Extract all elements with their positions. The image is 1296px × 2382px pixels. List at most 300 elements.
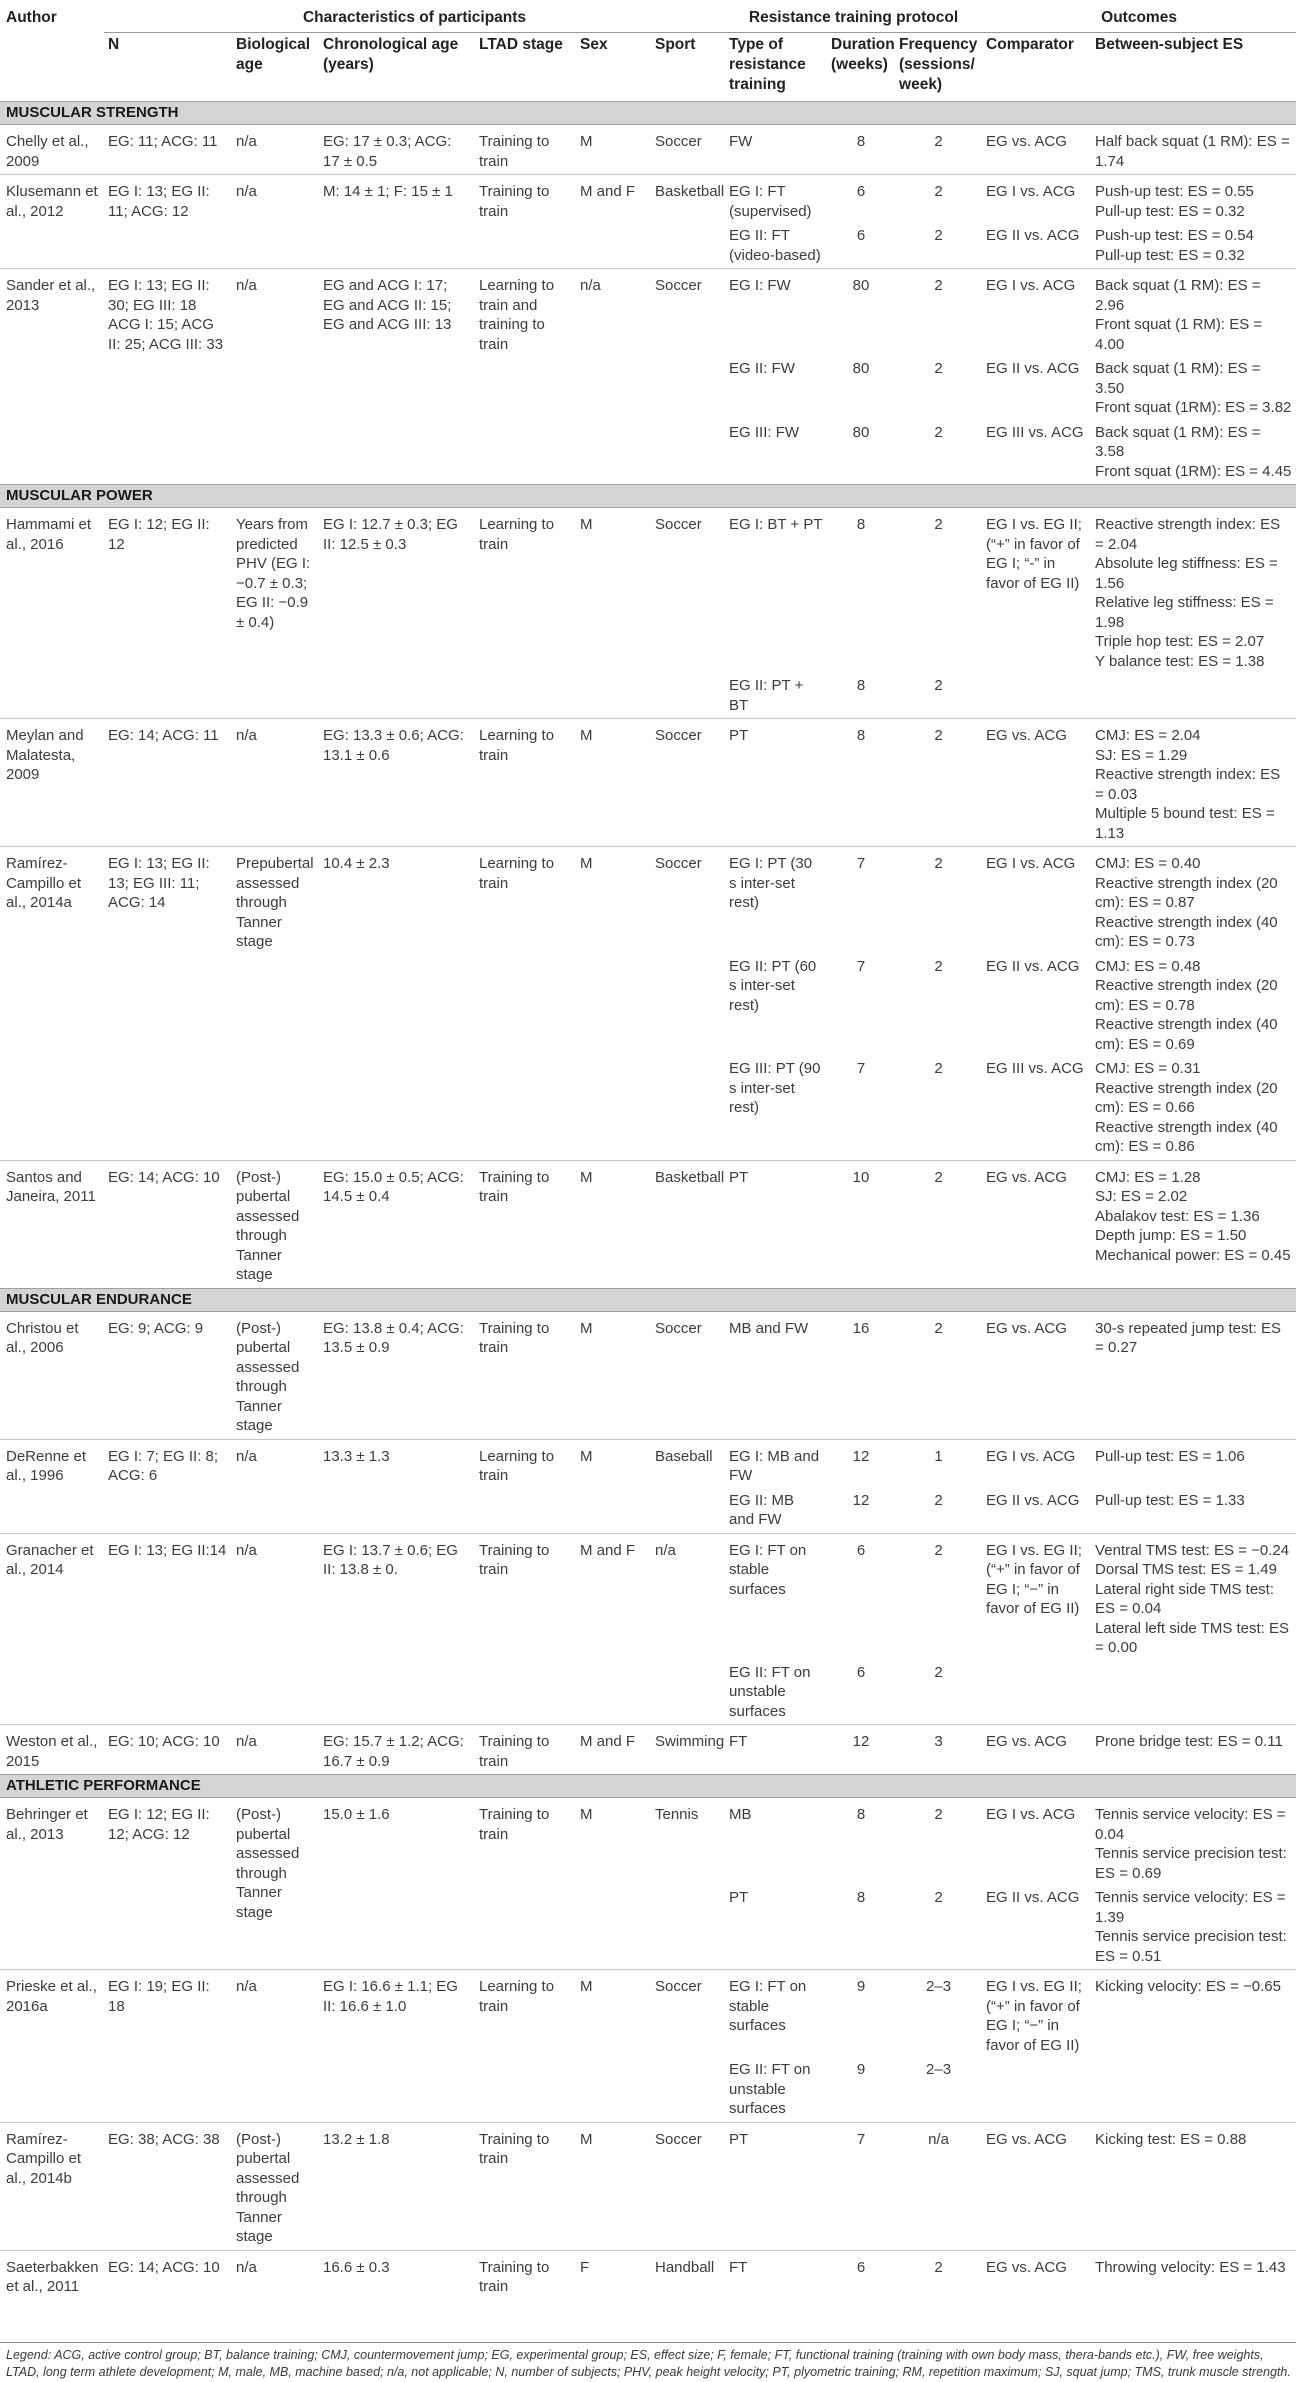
arm-comparator xyxy=(982,2058,1091,2122)
table-row xyxy=(0,175,1296,225)
arm-comparator: EG I vs. ACG xyxy=(986,1447,1076,1465)
arm-frequency: 2 xyxy=(934,1060,943,1077)
arm-duration: 7 xyxy=(856,957,866,975)
study-chrono-age: EG I: 16.6 ± 1.1; EG II: 16.6 ± 1.0 xyxy=(323,1978,458,2015)
section-title: MUSCULAR POWER xyxy=(0,485,1296,508)
outcome-es: Dorsal TMS test: ES = 1.49 xyxy=(1095,1561,1277,1578)
study-sex: M and F xyxy=(580,1733,636,1750)
study-chrono-age: EG: 13.3 ± 0.6; ACG: 13.1 ± 0.6 xyxy=(323,727,464,764)
study-bio-age: n/a xyxy=(236,277,257,294)
study-chrono-age: EG I: 13.7 ± 0.6; EG II: 13.8 ± 0. xyxy=(323,1541,458,1578)
header-sex: Sex xyxy=(580,36,608,53)
arm-comparator: EG III vs. ACG xyxy=(986,423,1084,441)
outcome-es: Multiple 5 bound test: ES = 1.13 xyxy=(1095,805,1275,842)
arm-comparator: EG I vs. EG II; (“+” in favor of EG I; “−” in favor of EG II) xyxy=(986,1978,1082,2054)
study-ltad-stage: Learning to train xyxy=(479,1447,555,1484)
outcome-es: Front squat (1 RM): ES = 4.00 xyxy=(1095,316,1263,353)
header-author: Author xyxy=(6,9,57,26)
study-sport: Baseball xyxy=(655,1447,713,1465)
outcome-es: Prone bridge test: ES = 0.11 xyxy=(1095,1733,1283,1750)
arm-frequency: 1 xyxy=(934,1447,943,1465)
study-author: Klusemann et al., 2012 xyxy=(6,183,98,220)
study-bio-age: n/a xyxy=(236,1978,257,1995)
header-es: Between-subject ES xyxy=(1095,36,1244,53)
arm-outcomes xyxy=(1091,1057,1296,1160)
study-sex: M xyxy=(580,133,593,150)
section-title: MUSCULAR ENDURANCE xyxy=(0,1288,1296,1311)
arm-outcomes xyxy=(1091,269,1296,358)
outcome-es: SJ: ES = 1.29 xyxy=(1095,746,1188,764)
outcome-es: CMJ: ES = 0.31 xyxy=(1095,1060,1201,1077)
arm-type: FT xyxy=(729,2258,748,2276)
study-chrono-age: 15.0 ± 1.6 xyxy=(323,1806,390,1823)
table-row xyxy=(0,1798,1296,1887)
arm-duration: 7 xyxy=(856,1060,866,1077)
arm-duration: 6 xyxy=(856,227,866,244)
study-author: Hammami et al., 2016 xyxy=(6,516,92,553)
arm-type: PT xyxy=(729,2130,749,2148)
table-row xyxy=(0,125,1296,175)
study-ltad-stage: Training to train xyxy=(479,133,550,170)
arm-comparator xyxy=(982,1661,1091,1725)
header-bio-age: Biological age xyxy=(236,36,311,73)
study-sex: M xyxy=(580,727,593,744)
arm-type: EG III: FW xyxy=(729,423,800,441)
arm-duration: 8 xyxy=(856,1889,866,1906)
arm-type: EG II: PT + BT xyxy=(729,677,804,714)
table-row xyxy=(0,508,1296,675)
arm-outcomes xyxy=(1091,2250,1296,2300)
study-chrono-age: EG: 15.7 ± 1.2; ACG: 16.7 ± 0.9 xyxy=(323,1733,464,1770)
arm-frequency: 2 xyxy=(934,227,943,244)
study-ltad-stage: Training to train xyxy=(479,183,550,220)
outcome-es: Y balance test: ES = 1.38 xyxy=(1095,652,1265,670)
study-bio-age: (Post-) pubertal assessed through Tanner stage xyxy=(236,1806,300,1921)
arm-outcomes xyxy=(1091,1725,1296,1775)
study-n: EG I: 12; EG II: 12 xyxy=(108,516,210,553)
arm-comparator: EG I vs. ACG xyxy=(986,855,1076,872)
study-bio-age: n/a xyxy=(236,1541,257,1559)
study-bio-age: Prepubertal assessed through Tanner stage xyxy=(236,855,314,950)
arm-type: FT xyxy=(729,1733,748,1750)
outcome-es: SJ: ES = 2.02 xyxy=(1095,1188,1188,1205)
arm-outcomes xyxy=(1091,847,1296,955)
outcome-es: Reactive strength index (40 cm): ES = 0.73 xyxy=(1095,913,1278,950)
study-bio-age: (Post-) pubertal assessed through Tanner stage xyxy=(236,2130,300,2245)
arm-comparator: EG II vs. ACG xyxy=(986,957,1080,975)
header-frequency: Frequency (sessions/ week) xyxy=(899,36,978,93)
arm-type: MB xyxy=(729,1806,752,1823)
arm-comparator: EG vs. ACG xyxy=(986,2258,1067,2276)
study-n: EG I: 13; EG II:14 xyxy=(108,1541,227,1559)
study-author: Weston et al., 2015 xyxy=(6,1733,98,1770)
study-sex: M xyxy=(580,2130,593,2148)
arm-type: EG I: MB and FW xyxy=(729,1447,820,1484)
table-header xyxy=(0,0,1296,102)
study-sport: n/a xyxy=(655,1541,676,1559)
study-n: EG I: 7; EG II: 8; ACG: 6 xyxy=(108,1447,219,1484)
table-row xyxy=(0,1725,1296,1775)
outcome-es: Back squat (1 RM): ES = 3.50 xyxy=(1095,360,1261,397)
arm-type: EG II: FT on unstable surfaces xyxy=(729,1663,811,1720)
outcome-es: Push-up test: ES = 0.55 xyxy=(1095,183,1254,200)
outcome-es: 30-s repeated jump test: ES = 0.27 xyxy=(1095,1319,1281,1356)
arm-comparator: EG vs. ACG xyxy=(986,1319,1067,1337)
study-sex: M xyxy=(580,1319,593,1337)
table-row xyxy=(0,2250,1296,2300)
study-bio-age: n/a xyxy=(236,1447,257,1465)
arm-duration: 12 xyxy=(852,1733,870,1750)
study-sport: Soccer xyxy=(655,727,702,744)
outcome-es: Kicking velocity: ES = −0.65 xyxy=(1095,1978,1281,1995)
arm-frequency: 2 xyxy=(934,2258,943,2276)
header-n: N xyxy=(108,36,120,53)
study-n: EG I: 13; EG II: 11; ACG: 12 xyxy=(108,183,210,220)
study-bio-age: n/a xyxy=(236,183,257,200)
arm-frequency: 2 xyxy=(934,1541,943,1559)
header-type: Type of resistance training xyxy=(729,36,806,93)
header-group-outcomes: Outcomes xyxy=(982,0,1296,33)
study-sport: Soccer xyxy=(655,2130,702,2148)
study-ltad-stage: Learning to train xyxy=(479,855,555,892)
study-chrono-age: EG and ACG I: 17; EG and ACG II: 15; EG and ACG III: 13 xyxy=(323,277,452,333)
arm-frequency: n/a xyxy=(928,2130,949,2148)
outcome-es: Ventral TMS test: ES = −0.24 xyxy=(1095,1541,1290,1559)
arm-type: EG II: PT (60 s inter-set rest) xyxy=(729,957,817,1014)
arm-frequency: 2 xyxy=(934,855,943,872)
arm-outcomes xyxy=(1091,1533,1296,1661)
arm-comparator: EG vs. ACG xyxy=(986,133,1067,150)
study-n: EG I: 13; EG II: 13; EG III: 11; ACG: 14 xyxy=(108,855,210,911)
study-ltad-stage: Training to train xyxy=(479,1733,550,1770)
section-row xyxy=(0,485,1296,508)
study-sport: Soccer xyxy=(655,1978,702,1995)
arm-frequency: 3 xyxy=(934,1733,943,1750)
arm-comparator: EG I vs. EG II; (“+” in favor of EG I; “−” in favor of EG II) xyxy=(986,1541,1082,1617)
arm-frequency: 2 xyxy=(934,1168,943,1186)
study-chrono-age: EG: 15.0 ± 0.5; ACG: 14.5 ± 0.4 xyxy=(323,1168,464,1205)
study-sport: Soccer xyxy=(655,277,702,294)
study-ltad-stage: Training to train xyxy=(479,1806,550,1843)
header-comparator: Comparator xyxy=(986,36,1074,53)
study-sex: M xyxy=(580,1168,593,1186)
arm-type: EG I: FT (supervised) xyxy=(729,183,812,220)
study-chrono-age: 16.6 ± 0.3 xyxy=(323,2258,390,2276)
study-n: EG: 14; ACG: 11 xyxy=(108,727,219,744)
arm-duration: 6 xyxy=(856,183,866,200)
arm-frequency: 2 xyxy=(934,423,943,441)
outcome-es: Back squat (1 RM): ES = 3.58 xyxy=(1095,423,1261,460)
arm-frequency: 2–3 xyxy=(926,1978,952,1995)
arm-outcomes xyxy=(1091,2058,1296,2122)
arm-frequency: 2 xyxy=(934,1806,943,1823)
table-row xyxy=(0,269,1296,358)
outcome-es: Throwing velocity: ES = 1.43 xyxy=(1095,2258,1286,2276)
study-sex: M xyxy=(580,1978,593,1995)
arm-duration: 7 xyxy=(856,2130,866,2148)
outcome-es: Lateral left side TMS test: ES = 0.00 xyxy=(1095,1619,1290,1656)
header-ltad: LTAD stage xyxy=(479,36,563,53)
header-sport: Sport xyxy=(655,36,696,53)
study-bio-age: n/a xyxy=(236,2258,257,2276)
arm-duration: 16 xyxy=(852,1319,870,1337)
study-ltad-stage: Learning to train and training to train xyxy=(479,277,555,353)
outcome-es: Front squat (1RM): ES = 3.82 xyxy=(1095,399,1292,416)
outcome-es: CMJ: ES = 0.48 xyxy=(1095,957,1201,975)
table-row xyxy=(0,1160,1296,1288)
arm-type: PT xyxy=(729,727,749,744)
study-sport: Soccer xyxy=(655,855,702,872)
arm-outcomes xyxy=(1091,955,1296,1058)
study-author: Chelly et al., 2009 xyxy=(6,133,89,170)
study-ltad-stage: Training to train xyxy=(479,1168,550,1205)
arm-comparator: EG I vs. ACG xyxy=(986,277,1076,294)
arm-duration: 80 xyxy=(852,277,870,294)
arm-duration: 10 xyxy=(852,1168,870,1186)
outcome-es: Reactive strength index (20 cm): ES = 0.87 xyxy=(1095,874,1278,911)
arm-outcomes xyxy=(1091,224,1296,269)
table-row xyxy=(0,1533,1296,1661)
arm-outcomes xyxy=(1091,2122,1296,2250)
section-row xyxy=(0,102,1296,125)
outcome-es: Absolute leg stiffness: ES = 1.56 xyxy=(1095,555,1278,592)
study-n: EG I: 19; EG II: 18 xyxy=(108,1978,210,2015)
outcome-es: Reactive strength index (40 cm): ES = 0.86 xyxy=(1095,1118,1278,1155)
table-row xyxy=(0,1970,1296,2059)
outcome-es: Pull-up test: ES = 0.32 xyxy=(1095,202,1245,220)
outcome-es: Pull-up test: ES = 0.32 xyxy=(1095,246,1245,264)
study-n: EG I: 12; EG II: 12; ACG: 12 xyxy=(108,1806,210,1843)
arm-duration: 8 xyxy=(856,1806,866,1823)
arm-type: EG I: FT on stable surfaces xyxy=(729,1541,807,1598)
arm-outcomes xyxy=(1091,357,1296,421)
arm-type: EG I: FT on stable surfaces xyxy=(729,1978,807,2034)
study-author: Santos and Janeira, 2011 xyxy=(6,1168,96,1205)
arm-type: EG I: FW xyxy=(729,277,791,294)
study-sex: M and F xyxy=(580,1541,636,1559)
arm-outcomes xyxy=(1091,508,1296,675)
arm-frequency: 2 xyxy=(934,727,943,744)
study-sport: Soccer xyxy=(655,516,702,533)
arm-comparator: EG vs. ACG xyxy=(986,727,1067,744)
study-author: Sander et al., 2013 xyxy=(6,277,96,314)
study-ltad-stage: Training to train xyxy=(479,1541,550,1578)
outcome-es: CMJ: ES = 1.28 xyxy=(1095,1168,1201,1186)
study-author: Saeterbakken et al., 2011 xyxy=(6,2258,99,2295)
table-row xyxy=(0,719,1296,847)
arm-duration: 8 xyxy=(856,133,866,150)
study-sport: Basketball xyxy=(655,1168,725,1186)
study-ltad-stage: Training to train xyxy=(479,2130,550,2167)
outcome-es: Reactive strength index (20 cm): ES = 0.78 xyxy=(1095,977,1278,1014)
arm-comparator: EG vs. ACG xyxy=(986,1733,1067,1750)
arm-comparator: EG II vs. ACG xyxy=(986,227,1080,244)
arm-comparator: EG vs. ACG xyxy=(986,1168,1067,1186)
arm-outcomes xyxy=(1091,1661,1296,1725)
outcome-es: Back squat (1 RM): ES = 2.96 xyxy=(1095,277,1261,314)
arm-outcomes xyxy=(1091,1798,1296,1887)
arm-type: EG I: BT + PT xyxy=(729,516,823,533)
outcome-es: Pull-up test: ES = 1.33 xyxy=(1095,1491,1245,1509)
study-ltad-stage: Learning to train xyxy=(479,516,555,553)
arm-duration: 80 xyxy=(852,423,870,441)
study-sport: Soccer xyxy=(655,1319,702,1337)
study-bio-age: n/a xyxy=(236,1733,257,1750)
study-chrono-age: EG: 17 ± 0.3; ACG: 17 ± 0.5 xyxy=(323,133,452,170)
outcome-es: Relative leg stiffness: ES = 1.98 xyxy=(1095,594,1274,631)
arm-outcomes xyxy=(1091,1970,1296,2059)
outcome-es: Reactive strength index (20 cm): ES = 0.66 xyxy=(1095,1079,1278,1116)
study-n: EG: 11; ACG: 11 xyxy=(108,133,218,150)
arm-outcomes xyxy=(1091,719,1296,847)
arm-duration: 6 xyxy=(856,1663,866,1681)
study-n: EG: 10; ACG: 10 xyxy=(108,1733,220,1750)
study-bio-age: (Post-) pubertal assessed through Tanner stage xyxy=(236,1168,300,1283)
study-sex: M xyxy=(580,1806,593,1823)
study-n: EG: 38; ACG: 38 xyxy=(108,2130,220,2148)
study-sex: M xyxy=(580,516,593,533)
study-sex: F xyxy=(580,2258,590,2276)
arm-outcomes xyxy=(1091,1311,1296,1439)
study-sport: Basketball xyxy=(655,183,725,200)
study-sport: Soccer xyxy=(655,133,702,150)
arm-comparator: EG I vs. ACG xyxy=(986,1806,1076,1823)
arm-duration: 6 xyxy=(856,1541,866,1559)
arm-duration: 80 xyxy=(852,360,870,377)
study-author: Behringer et al., 2013 xyxy=(6,1806,88,1843)
arm-type: EG I: PT (30 s inter-set rest) xyxy=(729,855,813,911)
table-row xyxy=(0,847,1296,955)
arm-frequency: 2 xyxy=(934,183,943,200)
arm-type: FW xyxy=(729,133,753,150)
study-sex: M and F xyxy=(580,183,636,200)
study-chrono-age: 10.4 ± 2.3 xyxy=(323,855,390,872)
outcome-es: Lateral right side TMS test: ES = 0.04 xyxy=(1095,1580,1275,1617)
outcome-es: Reactive strength index: ES = 0.03 xyxy=(1095,766,1281,803)
outcome-es: Push-up test: ES = 0.54 xyxy=(1095,227,1254,244)
arm-type: EG II: FW xyxy=(729,360,795,377)
arm-duration: 9 xyxy=(856,1978,866,1995)
outcome-es: Reactive strength index: ES = 2.04 xyxy=(1095,516,1281,553)
table-row xyxy=(0,2122,1296,2250)
arm-type: EG III: PT (90 s inter-set rest) xyxy=(729,1060,821,1116)
study-author: DeRenne et al., 1996 xyxy=(6,1447,87,1484)
outcome-es: Tennis service velocity: ES = 1.39 xyxy=(1095,1889,1286,1926)
section-row xyxy=(0,1775,1296,1798)
arm-comparator: EG I vs. ACG xyxy=(986,183,1076,200)
arm-frequency: 2 xyxy=(934,1889,943,1906)
study-author: Christou et al., 2006 xyxy=(6,1319,79,1356)
study-chrono-age: EG I: 12.7 ± 0.3; EG II: 12.5 ± 0.3 xyxy=(323,516,458,553)
header-duration: Duration (weeks) xyxy=(831,36,895,73)
study-n: EG: 14; ACG: 10 xyxy=(108,1168,220,1186)
arm-type: EG II: FT (video-based) xyxy=(729,227,821,264)
arm-outcomes xyxy=(1091,1160,1296,1288)
study-sport: Handball xyxy=(655,2258,715,2276)
arm-duration: 8 xyxy=(856,727,866,744)
study-sex: M xyxy=(580,855,593,872)
study-sport: Swimming xyxy=(655,1733,725,1750)
study-ltad-stage: Learning to train xyxy=(479,727,555,764)
arm-duration: 12 xyxy=(852,1447,870,1465)
arm-duration: 12 xyxy=(852,1491,870,1509)
outcome-es: Tennis service precision test: ES = 0.69 xyxy=(1095,1845,1287,1882)
outcome-es: Depth jump: ES = 1.50 xyxy=(1095,1227,1247,1244)
study-author: Prieske et al., 2016a xyxy=(6,1978,97,2015)
study-n: EG: 9; ACG: 9 xyxy=(108,1319,204,1337)
arm-type: PT xyxy=(729,1889,749,1906)
arm-comparator xyxy=(982,674,1091,719)
arm-comparator: EG II vs. ACG xyxy=(986,360,1080,377)
arm-duration: 7 xyxy=(856,855,866,872)
arm-comparator: EG III vs. ACG xyxy=(986,1060,1084,1077)
arm-frequency: 2–3 xyxy=(926,2061,952,2078)
table-body xyxy=(0,102,1296,2300)
header-chrono-age: Chronological age (years) xyxy=(323,36,459,73)
study-chrono-age: M: 14 ± 1; F: 15 ± 1 xyxy=(323,183,453,200)
section-title: ATHLETIC PERFORMANCE xyxy=(0,1775,1296,1798)
arm-outcomes xyxy=(1091,1489,1296,1534)
study-chrono-age: 13.2 ± 1.8 xyxy=(323,2130,390,2148)
arm-duration: 9 xyxy=(856,2061,866,2078)
arm-frequency: 2 xyxy=(934,133,943,150)
arm-frequency: 2 xyxy=(934,1491,943,1509)
study-ltad-stage: Training to train xyxy=(479,1319,550,1356)
arm-comparator: EG II vs. ACG xyxy=(986,1889,1080,1906)
study-author: Meylan and Malatesta, 2009 xyxy=(6,727,84,783)
outcome-es: Front squat (1RM): ES = 4.45 xyxy=(1095,462,1292,480)
outcome-es: Abalakov test: ES = 1.36 xyxy=(1095,1207,1260,1225)
study-ltad-stage: Learning to train xyxy=(479,1978,555,2015)
study-chrono-age: 13.3 ± 1.3 xyxy=(323,1447,390,1465)
study-bio-age: (Post-) pubertal assessed through Tanner stage xyxy=(236,1319,300,1434)
arm-outcomes xyxy=(1091,1886,1296,1970)
arm-duration: 6 xyxy=(856,2258,866,2276)
outcome-es: Tennis service velocity: ES = 0.04 xyxy=(1095,1806,1286,1843)
arm-outcomes xyxy=(1091,421,1296,485)
arm-outcomes xyxy=(1091,674,1296,719)
legend-divider xyxy=(0,2342,1296,2343)
study-n: EG I: 13; EG II: 30; EG III: 18 ACG I: 15; ACG II: 25; ACG III: 33 xyxy=(108,277,224,353)
arm-frequency: 2 xyxy=(934,1319,943,1337)
table-row xyxy=(0,1311,1296,1439)
outcome-es: CMJ: ES = 2.04 xyxy=(1095,727,1201,744)
arm-duration: 8 xyxy=(856,677,866,694)
table-row xyxy=(0,1439,1296,1489)
outcome-es: CMJ: ES = 0.40 xyxy=(1095,855,1201,872)
study-ltad-stage: Training to train xyxy=(479,2258,550,2295)
study-sex: M xyxy=(580,1447,593,1465)
arm-frequency: 2 xyxy=(934,957,943,975)
arm-outcomes xyxy=(1091,1439,1296,1489)
arm-type: PT xyxy=(729,1168,749,1186)
section-title: MUSCULAR STRENGTH xyxy=(0,102,1296,125)
study-chrono-age: EG: 13.8 ± 0.4; ACG: 13.5 ± 0.9 xyxy=(323,1319,464,1356)
section-row xyxy=(0,1288,1296,1311)
arm-frequency: 2 xyxy=(934,360,943,377)
outcome-es: Reactive strength index (40 cm): ES = 0.69 xyxy=(1095,1016,1278,1053)
arm-frequency: 2 xyxy=(934,677,943,694)
outcome-es: Kicking test: ES = 0.88 xyxy=(1095,2130,1247,2148)
outcome-es: Pull-up test: ES = 1.06 xyxy=(1095,1447,1245,1465)
arm-comparator: EG I vs. EG II; (“+” in favor of EG I; “-” in favor of EG II) xyxy=(986,516,1082,592)
arm-frequency: 2 xyxy=(934,516,943,533)
study-author: Ramírez-Campillo et al., 2014b xyxy=(6,2130,82,2187)
arm-frequency: 2 xyxy=(934,277,943,294)
outcome-es: Triple hop test: ES = 2.07 xyxy=(1095,633,1265,650)
arm-outcomes xyxy=(1091,175,1296,225)
outcome-es: Mechanical power: ES = 0.45 xyxy=(1095,1246,1291,1264)
